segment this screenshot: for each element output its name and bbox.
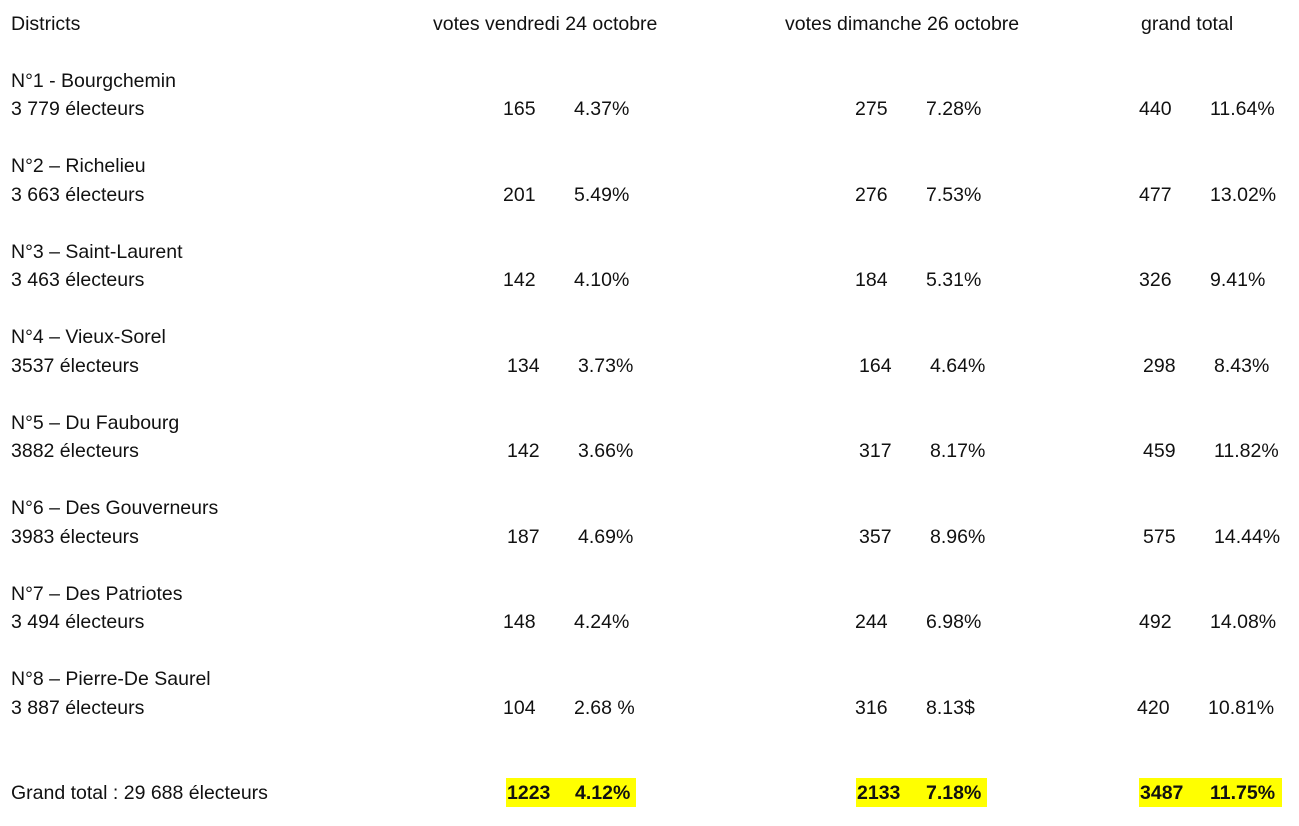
total-votes: 492 <box>1139 611 1172 633</box>
district-name: N°8 – Pierre-De Saurel <box>11 668 211 690</box>
total-percent: 8.43% <box>1214 355 1270 377</box>
district-name: N°2 – Richelieu <box>11 155 146 177</box>
district-name: N°7 – Des Patriotes <box>11 583 183 605</box>
total-percent: 13.02% <box>1210 184 1277 206</box>
friday-percent: 3.66% <box>578 440 634 462</box>
sunday-votes: 316 <box>855 697 888 719</box>
sunday-percent: 5.31% <box>926 269 982 291</box>
header-grand-total: grand total <box>1141 13 1234 35</box>
header-sunday-votes: votes dimanche 26 octobre <box>785 13 1020 35</box>
district-voters: 3983 électeurs <box>11 526 139 548</box>
sunday-votes: 317 <box>859 440 892 462</box>
grand-total-total-percent: 11.75% <box>1210 782 1276 804</box>
district-name: N°6 – Des Gouverneurs <box>11 497 219 519</box>
total-percent: 10.81% <box>1208 697 1275 719</box>
sunday-percent: 7.53% <box>926 184 982 206</box>
total-votes: 298 <box>1143 355 1176 377</box>
sunday-votes: 244 <box>855 611 888 633</box>
friday-percent: 3.73% <box>578 355 634 377</box>
sunday-percent: 8.17% <box>930 440 986 462</box>
header-districts: Districts <box>11 13 81 35</box>
friday-votes: 187 <box>507 526 540 548</box>
grand-total-total-votes: 3487 <box>1140 782 1184 804</box>
district-name: N°4 – Vieux-Sorel <box>11 326 166 348</box>
friday-percent: 4.10% <box>574 269 630 291</box>
friday-votes: 201 <box>503 184 536 206</box>
friday-percent: 5.49% <box>574 184 630 206</box>
sunday-percent: 8.96% <box>930 526 986 548</box>
sunday-percent: 8.13$ <box>926 697 975 719</box>
total-votes: 420 <box>1137 697 1170 719</box>
friday-votes: 142 <box>503 269 536 291</box>
sunday-votes: 276 <box>855 184 888 206</box>
total-votes: 440 <box>1139 98 1172 120</box>
district-name: N°1 - Bourgchemin <box>11 70 176 92</box>
friday-percent: 4.69% <box>578 526 634 548</box>
total-percent: 14.44% <box>1214 526 1281 548</box>
friday-votes: 142 <box>507 440 540 462</box>
grand-total-sunday-percent: 7.18% <box>926 782 982 804</box>
total-percent: 9.41% <box>1210 269 1266 291</box>
sunday-percent: 7.28% <box>926 98 982 120</box>
grand-total-label: Grand total : 29 688 électeurs <box>11 782 268 804</box>
district-voters: 3 887 électeurs <box>11 697 145 719</box>
sunday-percent: 6.98% <box>926 611 982 633</box>
total-percent: 14.08% <box>1210 611 1277 633</box>
friday-votes: 104 <box>503 697 536 719</box>
total-percent: 11.82% <box>1214 440 1279 462</box>
total-votes: 477 <box>1139 184 1172 206</box>
district-name: N°5 – Du Faubourg <box>11 412 180 434</box>
sunday-percent: 4.64% <box>930 355 986 377</box>
district-voters: 3 494 électeurs <box>11 611 145 633</box>
district-voters: 3882 électeurs <box>11 440 139 462</box>
total-votes: 459 <box>1143 440 1176 462</box>
friday-votes: 165 <box>503 98 536 120</box>
header-friday-votes: votes vendredi 24 octobre <box>433 13 658 35</box>
friday-votes: 134 <box>507 355 540 377</box>
district-voters: 3 663 électeurs <box>11 184 145 206</box>
total-votes: 575 <box>1143 526 1176 548</box>
friday-percent: 4.24% <box>574 611 630 633</box>
district-voters: 3 779 électeurs <box>11 98 145 120</box>
district-voters: 3 463 électeurs <box>11 269 145 291</box>
grand-total-friday-percent: 4.12% <box>575 782 631 804</box>
grand-total-friday-votes: 1223 <box>507 782 551 804</box>
sunday-votes: 275 <box>855 98 888 120</box>
total-votes: 326 <box>1139 269 1172 291</box>
total-percent: 11.64% <box>1210 98 1275 120</box>
sunday-votes: 184 <box>855 269 888 291</box>
sunday-votes: 357 <box>859 526 892 548</box>
sunday-votes: 164 <box>859 355 892 377</box>
grand-total-sunday-votes: 2133 <box>857 782 901 804</box>
friday-percent: 2.68 % <box>574 697 635 719</box>
friday-votes: 148 <box>503 611 536 633</box>
district-name: N°3 – Saint-Laurent <box>11 241 183 263</box>
friday-percent: 4.37% <box>574 98 630 120</box>
district-voters: 3537 électeurs <box>11 355 139 377</box>
